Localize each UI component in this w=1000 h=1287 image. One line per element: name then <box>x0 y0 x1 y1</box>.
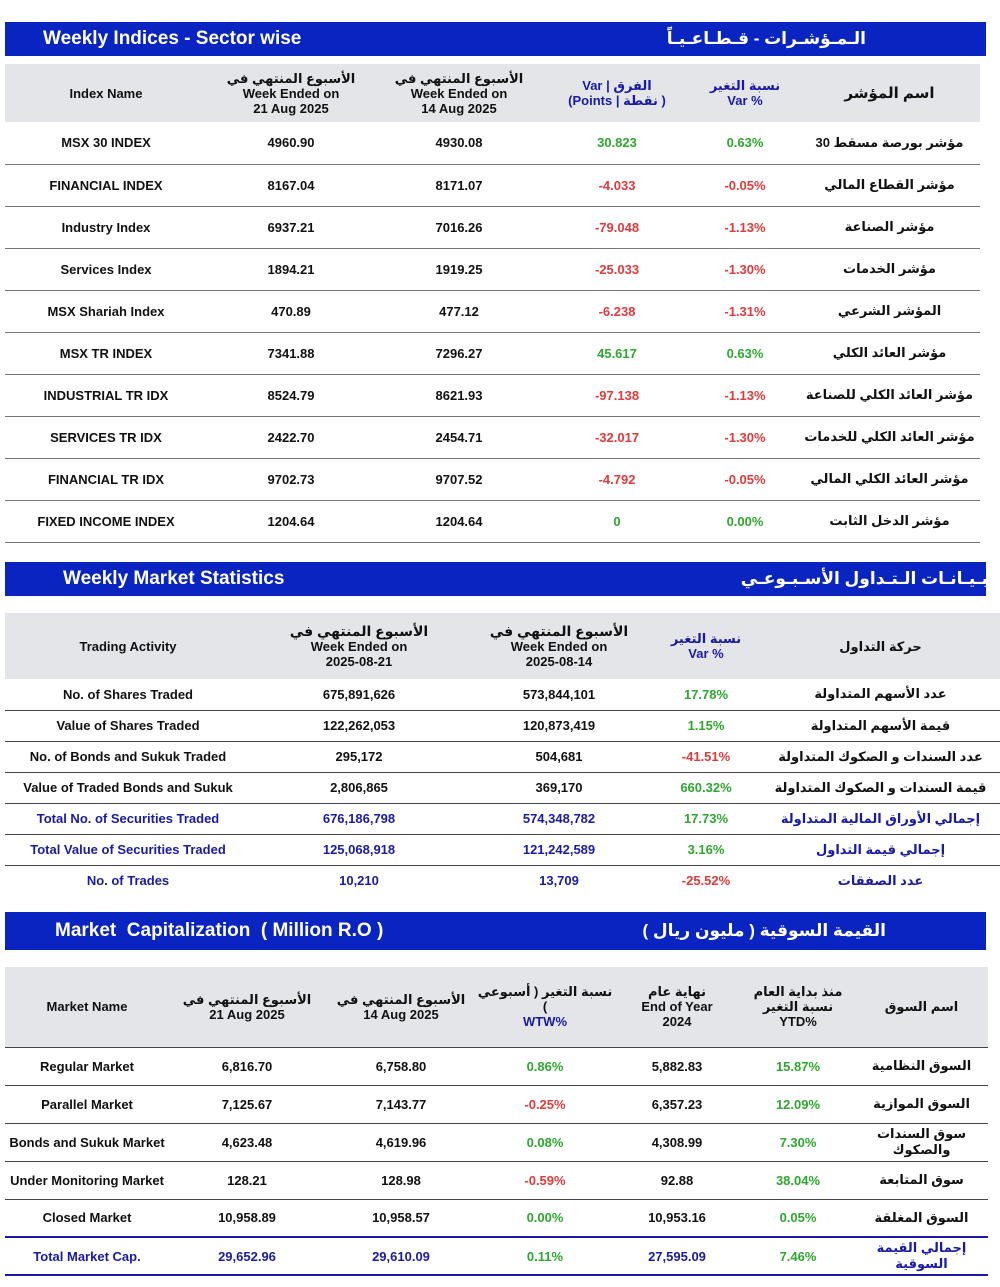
index-week1-value: 8167.04 <box>267 177 315 193</box>
header-week1: الأسبوع المنتهي في Week Ended on 21 Aug 2025 <box>226 70 356 116</box>
market-name-ar: سوق المتابعة <box>879 1172 964 1187</box>
index-week2-value: 477.12 <box>439 303 479 319</box>
stats-var-pct: 3.16% <box>687 842 725 857</box>
stats-week1-value: 2,806,865 <box>330 780 388 795</box>
stats-week2-value: 504,681 <box>535 749 583 764</box>
indices-title-en: Weekly Indices - Sector wise <box>43 28 302 49</box>
market-eoy: 10,953.16 <box>648 1210 706 1226</box>
index-week1-value: 6937.21 <box>267 219 315 235</box>
stats-activity: Total No. of Securities Traded <box>36 811 220 826</box>
total-eoy: 27,595.09 <box>648 1248 706 1264</box>
index-name-ar: مؤشر بورصة مسقط 30 <box>815 134 964 150</box>
header-pct: نسبة التغير Var % <box>709 78 781 108</box>
market-ytd: 12.09% <box>775 1096 821 1112</box>
stats-week2-value: 573,844,101 <box>522 686 596 702</box>
index-row <box>5 206 980 248</box>
index-name: FINANCIAL INDEX <box>49 177 163 193</box>
market-name-ar: السوق الموازية <box>873 1096 970 1111</box>
stats-header-row <box>5 613 1000 679</box>
market-eoy: 5,882.83 <box>651 1058 703 1074</box>
market-wtw: 0.00% <box>526 1210 564 1226</box>
stats-week2-value: 369,170 <box>535 780 583 795</box>
header-wtw: نسبة التغير ( أسبوعي ) WTW% <box>477 984 613 1030</box>
market-wtw: 0.08% <box>526 1134 564 1150</box>
index-var-pct: 0.00% <box>726 513 764 529</box>
stats-row <box>5 803 1000 834</box>
stats-var-pct: 660.32% <box>680 780 732 795</box>
market-week2-value: 4,619.96 <box>375 1134 427 1150</box>
market-eoy: 6,357.23 <box>651 1096 703 1112</box>
stats-activity-ar: عدد الصفقات <box>837 872 924 888</box>
index-var-pct: -1.31% <box>724 303 766 319</box>
header-market-name: Market Name <box>46 999 128 1015</box>
market-row <box>5 1161 988 1199</box>
market-ytd: 0.05% <box>779 1210 817 1226</box>
index-var-pct: -1.30% <box>724 261 766 277</box>
index-week2-value: 1204.64 <box>435 513 483 529</box>
index-var-points: 45.617 <box>597 345 637 361</box>
market-name: Parallel Market <box>41 1096 133 1112</box>
index-var-points: -97.138 <box>594 387 640 403</box>
index-week2-value: 7016.26 <box>435 219 483 235</box>
header-activity: Trading Activity <box>79 638 177 654</box>
index-name: MSX TR INDEX <box>59 345 153 361</box>
index-week2-value: 1919.25 <box>435 261 483 277</box>
stats-activity-ar: إجمالي الأوراق المالية المتداولة <box>780 810 981 826</box>
market-eoy: 4,308.99 <box>651 1134 703 1150</box>
header-week2: الأسبوع المنتهي في Week Ended on 14 Aug 2025 <box>394 70 524 116</box>
stats-week2-value: 574,348,782 <box>522 811 596 826</box>
index-week2-value: 4930.08 <box>435 135 483 151</box>
index-name-ar: مؤشر العائد الكلي للخدمات <box>804 429 975 444</box>
index-var-pct: -0.05% <box>724 471 766 487</box>
header-stats-week1: الأسبوع المنتهي في Week Ended on 2025-08-21 <box>289 622 429 669</box>
index-row <box>5 416 980 458</box>
stats-activity: No. of Shares Traded <box>62 686 194 702</box>
market-ytd: 38.04% <box>775 1172 821 1188</box>
index-var-points: -79.048 <box>594 219 640 235</box>
stats-activity-ar: إجمالي قيمة التداول <box>815 841 946 857</box>
stats-row <box>5 741 1000 772</box>
index-week2-value: 2454.71 <box>435 429 483 445</box>
stats-activity: No. of Bonds and Sukuk Traded <box>29 749 227 764</box>
index-name: Industry Index <box>61 219 151 235</box>
index-row <box>5 500 980 542</box>
index-var-points: 0 <box>613 513 621 529</box>
index-row <box>5 122 980 164</box>
header-index-name-ar: اسم المؤشر <box>844 84 935 102</box>
index-week1-value: 470.89 <box>271 303 311 319</box>
index-var-pct: -0.05% <box>724 177 766 193</box>
stats-title-ar: بـيـانـات الـتـداول الأسـبـوعـي <box>740 569 988 588</box>
index-name: MSX 30 INDEX <box>61 135 151 151</box>
stats-week1-value: 676,186,798 <box>322 811 396 826</box>
header-stats-pct: نسبة التغير Var % <box>670 631 742 661</box>
index-var-points: -4.792 <box>598 471 636 487</box>
index-name-ar: مؤشر العائد الكلي للصناعة <box>805 387 974 402</box>
index-row <box>5 458 980 500</box>
index-row <box>5 248 980 290</box>
index-name-ar: مؤشر العائد الكلي <box>832 345 947 360</box>
market-row <box>5 1123 988 1161</box>
stats-row <box>5 679 1000 710</box>
cap-banner <box>5 912 986 950</box>
index-week2-value: 7296.27 <box>435 345 483 361</box>
market-week1-value: 128.21 <box>227 1172 267 1188</box>
market-row <box>5 1085 988 1123</box>
index-week2-value: 9707.52 <box>435 471 483 487</box>
indices-banner <box>5 22 986 56</box>
header-market-name-ar: اسم السوق <box>884 999 959 1015</box>
index-week2-value: 8621.93 <box>435 387 483 403</box>
index-week1-value: 7341.88 <box>267 345 315 361</box>
cap-title-ar: القيمة السوقية ( مليون ريال ) <box>642 921 886 940</box>
index-week2-value: 8171.07 <box>435 177 483 193</box>
stats-table <box>5 613 1000 896</box>
index-var-points: -6.238 <box>598 303 636 319</box>
market-ytd: 15.87% <box>775 1058 821 1074</box>
stats-activity-ar: عدد الأسهم المتداولة <box>814 686 947 702</box>
market-eoy: 92.88 <box>660 1172 694 1188</box>
stats-week2-value: 13,709 <box>539 873 579 889</box>
index-name: Services Index <box>60 261 152 277</box>
header-cap-week1: الأسبوع المنتهي في 21 Aug 2025 <box>182 991 312 1022</box>
index-name-ar: مؤشر العائد الكلي المالي <box>810 471 969 486</box>
market-week1-value: 10,958.89 <box>218 1210 276 1226</box>
stats-activity: Total Value of Securities Traded <box>30 842 226 857</box>
index-name: MSX Shariah Index <box>47 303 165 319</box>
market-week1-value: 4,623.48 <box>221 1134 273 1150</box>
stats-activity: Value of Traded Bonds and Sukuk <box>23 780 233 795</box>
market-name-ar: السوق المغلقة <box>874 1209 969 1225</box>
stats-row <box>5 834 1000 865</box>
index-var-pct: -1.13% <box>724 219 766 235</box>
index-name-ar: مؤشر الدخل الثابت <box>829 513 950 528</box>
stats-var-pct: -25.52% <box>681 873 731 889</box>
total-wtw: 0.11% <box>526 1248 564 1264</box>
stats-week2-value: 120,873,419 <box>522 718 596 733</box>
market-ytd: 7.30% <box>779 1134 817 1150</box>
stats-activity: Value of Shares Traded <box>56 718 200 733</box>
index-name-ar: المؤشر الشرعي <box>837 303 942 318</box>
stats-var-pct: 1.15% <box>687 718 725 733</box>
cap-header-row <box>5 967 988 1047</box>
market-name: Regular Market <box>40 1058 134 1074</box>
stats-week1-value: 10,210 <box>339 873 379 889</box>
index-var-points: 30.823 <box>597 135 637 151</box>
header-index-name: Index Name <box>69 85 143 101</box>
total-week1-value: 29,652.96 <box>218 1248 276 1264</box>
index-var-pct: 0.63% <box>726 135 764 151</box>
index-name-ar: مؤشر الصناعة <box>844 219 935 234</box>
stats-activity-ar: عدد السندات و الصكوك المتداولة <box>778 748 983 764</box>
market-wtw: -0.25% <box>524 1096 566 1112</box>
stats-activity: No. of Trades <box>86 873 170 889</box>
index-week1-value: 9702.73 <box>267 471 315 487</box>
index-row <box>5 164 980 206</box>
index-week1-value: 1894.21 <box>267 261 315 277</box>
market-wtw: -0.59% <box>524 1172 566 1188</box>
market-row <box>5 1047 988 1085</box>
index-week1-value: 2422.70 <box>267 429 315 445</box>
total-market-name-ar: إجمالي القيمة السوقية <box>876 1240 967 1271</box>
market-wtw: 0.86% <box>526 1058 564 1074</box>
market-week2-value: 7,143.77 <box>375 1096 427 1112</box>
index-week1-value: 8524.79 <box>267 387 315 403</box>
index-name: FINANCIAL TR IDX <box>47 471 165 487</box>
stats-var-pct: 17.78% <box>683 686 729 702</box>
stats-var-pct: 17.73% <box>683 811 729 826</box>
index-var-points: -32.017 <box>594 429 640 445</box>
index-var-points: -25.033 <box>594 261 640 277</box>
stats-week1-value: 675,891,626 <box>322 686 396 702</box>
index-row <box>5 374 980 416</box>
stats-week1-value: 295,172 <box>335 749 383 764</box>
header-eoy: نهاية عام End of Year 2024 <box>641 984 713 1030</box>
index-week1-value: 4960.90 <box>267 135 315 151</box>
stats-var-pct: -41.51% <box>681 749 731 764</box>
market-name-ar: السوق النظامية <box>871 1058 972 1073</box>
stats-week2-value: 121,242,589 <box>522 842 596 857</box>
market-row <box>5 1199 988 1237</box>
index-name: FIXED INCOME INDEX <box>37 513 175 529</box>
indices-header-row <box>5 64 980 122</box>
market-name: Bonds and Sukuk Market <box>9 1134 165 1150</box>
stats-banner <box>5 562 986 596</box>
index-name-ar: مؤشر القطاع المالي <box>824 177 955 192</box>
stats-week1-value: 122,262,053 <box>322 718 396 733</box>
indices-table <box>5 64 980 543</box>
market-week2-value: 6,758.80 <box>375 1058 427 1074</box>
header-ytd: منذ بداية العام نسبة التغير YTD% <box>753 984 843 1030</box>
index-row <box>5 290 980 332</box>
indices-title-ar: الـمـؤشـرات - قـطـاعـيـاً <box>666 29 866 48</box>
stats-week1-value: 125,068,918 <box>322 842 396 857</box>
total-market-row <box>5 1237 988 1275</box>
index-var-pct: -1.13% <box>724 387 766 403</box>
index-name: SERVICES TR IDX <box>50 429 162 445</box>
stats-row <box>5 772 1000 803</box>
stats-row <box>5 865 1000 896</box>
stats-activity-ar: قيمة الأسهم المتداولة <box>810 717 951 733</box>
stats-title-en: Weekly Market Statistics <box>63 568 285 589</box>
cap-title-en: Market Capitalization ( Million R.O ) <box>55 920 384 941</box>
cap-table <box>5 967 988 1276</box>
index-name-ar: مؤشر الخدمات <box>843 261 936 276</box>
total-ytd: 7.46% <box>779 1248 817 1264</box>
total-week2-value: 29,610.09 <box>372 1248 430 1264</box>
market-week1-value: 7,125.67 <box>221 1096 273 1112</box>
market-name: Under Monitoring Market <box>10 1172 164 1188</box>
header-stats-week2: الأسبوع المنتهي في Week Ended on 2025-08-14 <box>489 622 629 669</box>
market-name: Closed Market <box>42 1210 132 1226</box>
stats-activity-ar: قيمة السندات و الصكوك المتداولة <box>774 779 987 795</box>
index-var-points: -4.033 <box>598 177 636 193</box>
market-week2-value: 10,958.57 <box>372 1210 430 1226</box>
stats-row <box>5 710 1000 741</box>
header-cap-week2: الأسبوع المنتهي في 14 Aug 2025 <box>336 991 466 1022</box>
index-name: INDUSTRIAL TR IDX <box>43 387 169 403</box>
header-var: الفرق | Var ( نقطة | Points) <box>568 78 666 108</box>
index-week1-value: 1204.64 <box>267 513 315 529</box>
total-market-name: Total Market Cap. <box>33 1248 141 1264</box>
market-name-ar: سوق السندات والصكوك <box>876 1126 967 1157</box>
index-var-pct: -1.30% <box>724 429 766 445</box>
index-row <box>5 332 980 374</box>
header-activity-ar: حركة التداول <box>839 638 922 654</box>
market-week2-value: 128.98 <box>381 1172 421 1188</box>
index-var-pct: 0.63% <box>726 345 764 361</box>
market-week1-value: 6,816.70 <box>221 1058 273 1074</box>
